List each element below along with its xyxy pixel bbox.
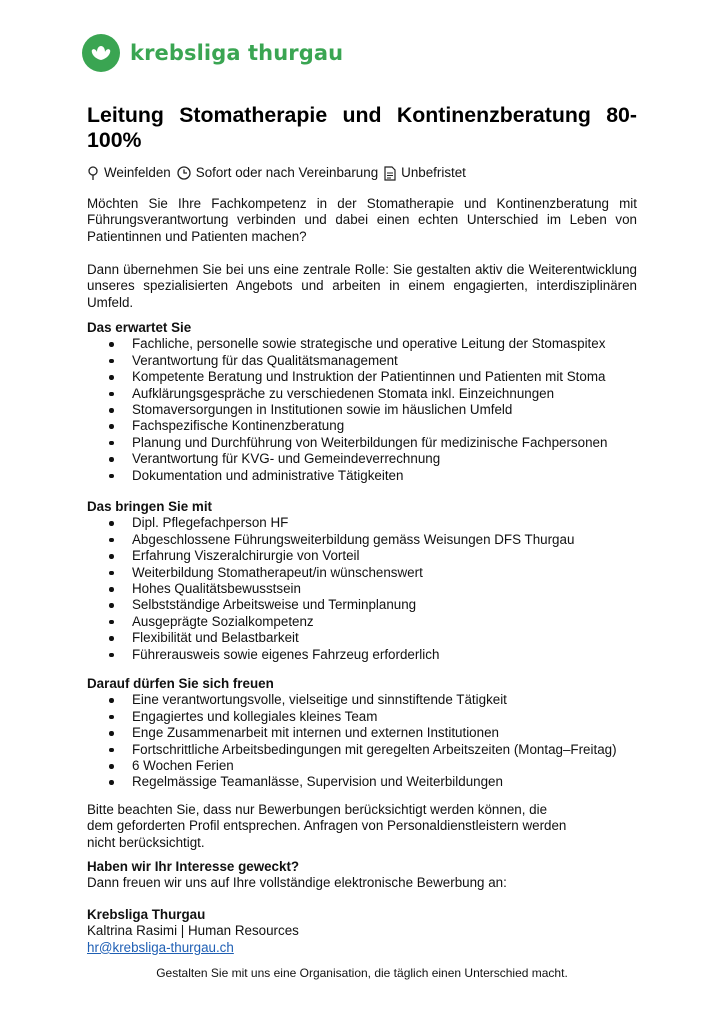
section-heading: Das erwartet Sie xyxy=(87,320,192,335)
list-item: Enge Zusammenarbeit mit internen und externen Institutionen xyxy=(87,725,647,741)
contract-label: Unbefristet xyxy=(401,165,466,180)
list-item: Verantwortung für das Qualitätsmanagement xyxy=(87,353,647,369)
section-heading: Das bringen Sie mit xyxy=(87,499,213,514)
intro-paragraph-1: Möchten Sie Ihre Fachkompetenz in der Stomatherapie und Kontinenzberatung mit Führungsverantwortung verbinden und dabei einen echten Unterschied im Leben von Patientinnen und Patienten machen? xyxy=(87,196,637,244)
document-icon xyxy=(384,166,396,181)
list-item: Hohes Qualitätsbewusstsein xyxy=(87,581,647,597)
section-heading: Darauf dürfen Sie sich freuen xyxy=(87,676,274,691)
list-item: Planung und Durchführung von Weiterbildungen für medizinische Fachpersonen xyxy=(87,435,647,451)
bullet-list xyxy=(87,336,647,484)
job-meta xyxy=(87,165,472,181)
list-item: Flexibilität und Belastbarkeit xyxy=(87,630,647,646)
footer-tagline: Gestalten Sie mit uns eine Organisation, die täglich einen Unterschied macht. xyxy=(156,966,568,980)
location-label: Weinfelden xyxy=(104,165,171,180)
section-responsibilities xyxy=(87,320,647,484)
section-benefits xyxy=(87,676,647,791)
intro-paragraph-2: Dann übernehmen Sie bei uns eine zentrale Rolle: Sie gestalten aktiv die Weiterentwicklung unseres spezialisierten Angebots und arbeiten in einem engagierten, interdisziplinären Umfeld. xyxy=(87,262,637,310)
list-item: Fachspezifische Kontinenzberatung xyxy=(87,418,647,434)
flower-logo-icon xyxy=(82,34,120,72)
list-item: Eine verantwortungsvolle, vielseitige und sinnstiftende Tätigkeit xyxy=(87,692,647,708)
interest-text: Dann freuen wir uns auf Ihre vollständige elektronische Bewerbung an: xyxy=(87,875,507,891)
interest-heading: Haben wir Ihr Interesse geweckt? xyxy=(87,859,300,874)
list-item: Erfahrung Viszeralchirurgie von Vorteil xyxy=(87,548,647,564)
bullet-list xyxy=(87,515,647,663)
contact-block xyxy=(87,907,299,956)
list-item: Engagiertes und kollegiales kleines Team xyxy=(87,709,647,725)
contact-org: Krebsliga Thurgau xyxy=(87,907,206,922)
brand-logo xyxy=(82,33,343,73)
bullet-list xyxy=(87,692,647,790)
location-pin-icon xyxy=(87,166,99,181)
list-item: Dipl. Pflegefachperson HF xyxy=(87,515,647,531)
application-note: Bitte beachten Sie, dass nur Bewerbungen berücksichtigt werden können, die dem geforderten Profil entsprechen. Anfragen von Personaldienstleistern werden nicht berücksichtigt. xyxy=(87,802,567,850)
list-item: Regelmässige Teamanlässe, Supervision und Weiterbildungen xyxy=(87,774,647,790)
list-item: Ausgeprägte Sozialkompetenz xyxy=(87,614,647,630)
contact-person: Kaltrina Rasimi | Human Resources xyxy=(87,923,299,939)
clock-icon xyxy=(177,166,191,180)
interest-block xyxy=(87,859,507,892)
list-item: Verantwortung für KVG- und Gemeindeverrechnung xyxy=(87,451,647,467)
meta-location xyxy=(87,165,171,181)
list-item: Weiterbildung Stomatherapeut/in wünschenswert xyxy=(87,565,647,581)
list-item: Abgeschlossene Führungsweiterbildung gemäss Weisungen DFS Thurgau xyxy=(87,532,647,548)
list-item: 6 Wochen Ferien xyxy=(87,758,647,774)
list-item: Fortschrittliche Arbeitsbedingungen mit geregelten Arbeitszeiten (Montag–Freitag) xyxy=(87,742,647,758)
list-item: Selbstständige Arbeitsweise und Terminplanung xyxy=(87,597,647,613)
job-title: Leitung Stomatherapie und Kontinenzberatung 80-100% xyxy=(87,103,637,152)
meta-start xyxy=(177,165,378,181)
list-item: Führerausweis sowie eigenes Fahrzeug erforderlich xyxy=(87,647,647,663)
contact-email-link[interactable]: hr@krebsliga-thurgau.ch xyxy=(87,939,234,955)
meta-contract xyxy=(384,165,466,181)
list-item: Dokumentation und administrative Tätigkeiten xyxy=(87,468,647,484)
list-item: Fachliche, personelle sowie strategische und operative Leitung der Stomaspitex xyxy=(87,336,647,352)
brand-name: krebsliga thurgau xyxy=(130,40,344,65)
start-label: Sofort oder nach Vereinbarung xyxy=(195,165,379,180)
section-requirements xyxy=(87,499,647,663)
list-item: Aufklärungsgespräche zu verschiedenen Stomata inkl. Einzeichnungen xyxy=(87,386,647,402)
list-item: Kompetente Beratung und Instruktion der Patientinnen und Patienten mit Stoma xyxy=(87,369,647,385)
list-item: Stomaversorgungen in Institutionen sowie im häuslichen Umfeld xyxy=(87,402,647,418)
